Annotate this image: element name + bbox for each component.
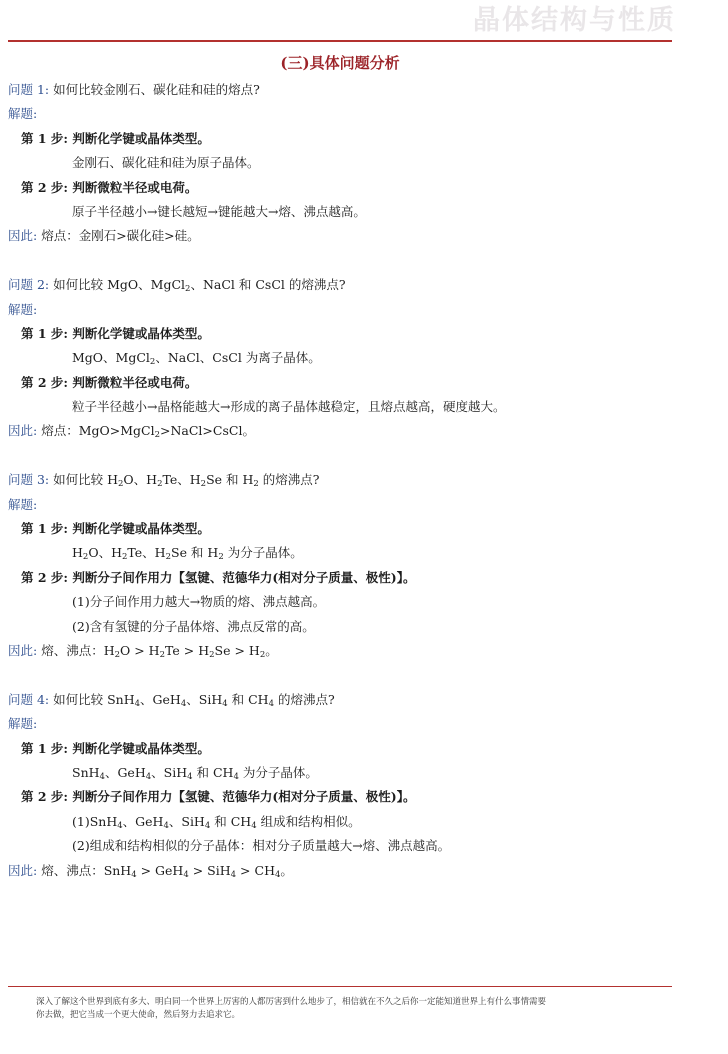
text-segment: 、SiH (186, 691, 223, 707)
question-line (8, 493, 688, 517)
line-label: 因此: (8, 228, 42, 244)
text-segment: 第 2 步: 判断分子间作用力【氢键、范德华力(相对分子质量、极性)】。 (21, 789, 416, 805)
question-line (8, 688, 688, 712)
line-label: 因此: (8, 423, 42, 439)
text-segment: 组成和结构相似。 (256, 813, 361, 829)
text-segment: 如何比较 MgO、MgCl (53, 277, 186, 293)
subscript: 2 (218, 552, 224, 563)
document-body (8, 78, 688, 883)
body-line (8, 615, 688, 639)
text-segment: 第 1 步: 判断化学键或晶体类型。 (21, 740, 210, 756)
text-segment: (1)分子间作用力越大→物质的熔、沸点越高。 (72, 594, 326, 610)
blank-line (8, 444, 688, 468)
step-line (8, 127, 688, 151)
text-segment: 为分子晶体。 (223, 545, 303, 561)
subscript: 4 (131, 869, 137, 880)
subscript: 4 (134, 698, 141, 709)
subscript: 2 (159, 649, 166, 660)
text-segment: 如何比较 SnH (53, 691, 135, 707)
text-segment: 第 2 步: 判断微粒半径或电荷。 (21, 179, 198, 195)
subscript: 4 (187, 771, 193, 782)
text-segment: Se > H (214, 642, 260, 658)
text-segment: 、GeH (140, 691, 181, 707)
subscript: 2 (82, 552, 89, 563)
subscript: 4 (99, 771, 105, 782)
blank-line (8, 249, 688, 273)
text-segment: 、SiH (168, 813, 205, 829)
text-segment: O、H (123, 472, 158, 488)
question-line (8, 468, 688, 492)
text-segment: 熔、沸点：SnH (41, 862, 132, 878)
subscript: 4 (230, 869, 237, 880)
text-segment: Te、H (127, 545, 166, 561)
text-segment: 、NaCl、CsCl 为离子晶体。 (155, 350, 321, 366)
text-segment: > GeH (136, 862, 184, 878)
step-line (8, 371, 688, 395)
subscript: 4 (180, 698, 187, 709)
subscript: 2 (209, 649, 215, 660)
text-segment: 熔点：MgO>MgCl (41, 423, 155, 439)
body-line (8, 200, 688, 224)
subscript: 2 (185, 284, 191, 295)
subscript: 2 (121, 552, 128, 563)
text-segment: 金刚石、碳化硅和硅为原子晶体。 (72, 155, 260, 171)
body-line (8, 151, 688, 175)
footer-divider (8, 986, 672, 987)
subscript: 4 (268, 698, 274, 709)
subscript: 2 (157, 479, 163, 490)
text-segment: 第 1 步: 判断化学键或晶体类型。 (21, 130, 210, 146)
footer-line: 你去做，把它当成一个更大使命，然后努力去追求它。 (36, 1010, 241, 1020)
text-segment: 第 1 步: 判断化学键或晶体类型。 (21, 325, 210, 341)
subscript: 2 (114, 649, 121, 660)
text-segment: 和 CH (192, 764, 234, 780)
step-line (8, 737, 688, 761)
text-segment: O、H (88, 545, 122, 561)
subscript: 2 (165, 552, 171, 563)
text-segment: 、SiH (151, 764, 188, 780)
subscript: 2 (200, 479, 207, 490)
text-segment: 为分子晶体。 (238, 764, 318, 780)
text-segment: SnH (72, 764, 100, 780)
line-label: 因此: (8, 642, 42, 658)
text-segment: > SiH (188, 862, 231, 878)
text-segment: 和 CH (210, 813, 252, 829)
question-line (8, 712, 688, 736)
text-segment: 粒子半径越小→晶格能越大→形成的离子晶体越稳定，且熔点越高，硬度越大。 (72, 399, 506, 415)
text-segment: O > H (120, 642, 160, 658)
body-line (8, 395, 688, 419)
text-segment: MgO、MgCl (72, 350, 150, 366)
text-segment: (1)SnH (72, 813, 118, 829)
text-segment: (2)组成和结构相似的分子晶体：相对分子质量越大→熔、沸点越高。 (72, 838, 451, 854)
question-line (8, 419, 688, 443)
line-label: 解题: (8, 716, 38, 732)
text-segment: 。 (280, 862, 293, 878)
footer-line: 深入了解这个世界到底有多大、明白同一个世界上厉害的人都厉害到什么地步了，相信就在不久之后你一定能知道世界上有什么事情需要 (36, 997, 547, 1007)
subscript: 4 (163, 820, 169, 831)
header-watermark: 晶体结构与性质 (473, 5, 676, 36)
text-segment: (2)含有氢键的分子晶体熔、沸点反常的高。 (72, 618, 315, 634)
text-segment: > CH (236, 862, 275, 878)
question-line (8, 273, 688, 297)
body-line (8, 834, 688, 858)
text-segment: 、GeH (122, 813, 164, 829)
subscript: 2 (259, 649, 266, 660)
question-line (8, 224, 688, 248)
text-segment: 第 1 步: 判断化学键或晶体类型。 (21, 521, 210, 537)
text-segment: Se 和 H (171, 545, 219, 561)
step-line (8, 322, 688, 346)
question-line (8, 78, 688, 102)
subscript: 4 (117, 820, 123, 831)
text-segment: 如何比较金刚石、碳化硅和硅的熔点? (53, 82, 260, 97)
text-segment: >NaCl>CsCl。 (160, 423, 255, 439)
text-segment: 、NaCl 和 CsCl 的熔沸点? (190, 277, 346, 293)
question-line (8, 859, 688, 883)
line-label: 问题 1: (8, 82, 54, 97)
step-line (8, 785, 688, 809)
text-segment: H (72, 545, 83, 561)
line-label: 解题: (8, 106, 38, 122)
subscript: 2 (154, 430, 160, 441)
footer-quote (36, 996, 676, 1022)
text-segment: 熔点：金刚石>碳化硅>硅。 (41, 228, 200, 244)
subscript: 2 (118, 479, 124, 490)
text-segment: Te > H (165, 642, 210, 658)
question-line (8, 298, 688, 322)
blank-line (8, 663, 688, 687)
line-label: 因此: (8, 862, 42, 878)
text-segment: 如何比较 H (53, 472, 118, 488)
subscript: 4 (204, 820, 211, 831)
subscript: 2 (149, 357, 156, 368)
step-line (8, 176, 688, 200)
header-divider (8, 40, 672, 42)
question-line (8, 639, 688, 663)
text-segment: 第 2 步: 判断分子间作用力【氢键、范德华力(相对分子质量、极性)】。 (21, 569, 416, 585)
line-label: 问题 3: (8, 472, 54, 488)
text-segment: 熔、沸点：H (41, 642, 115, 658)
subscript: 4 (145, 771, 152, 782)
question-line (8, 102, 688, 126)
body-line (8, 590, 688, 614)
body-line (8, 346, 688, 370)
subscript: 2 (253, 479, 259, 490)
subscript: 4 (274, 869, 281, 880)
line-label: 问题 4: (8, 691, 54, 707)
line-label: 问题 2: (8, 277, 54, 293)
subscript: 4 (251, 820, 257, 831)
step-line (8, 566, 688, 590)
text-segment: 第 2 步: 判断微粒半径或电荷。 (21, 374, 198, 390)
body-line (8, 541, 688, 565)
body-line (8, 810, 688, 834)
text-segment: Se 和 H (206, 472, 254, 488)
text-segment: 原子半径越小→键长越短→键能越大→熔、沸点越高。 (72, 203, 366, 219)
text-segment: 的熔沸点? (274, 691, 335, 707)
subscript: 4 (233, 771, 239, 782)
subscript: 4 (183, 869, 189, 880)
subscript: 4 (222, 698, 228, 709)
section-title: (三)具体问题分析 (280, 54, 400, 72)
body-line (8, 761, 688, 785)
step-line (8, 517, 688, 541)
line-label: 解题: (8, 496, 38, 512)
line-label: 解题: (8, 301, 38, 317)
text-segment: 。 (265, 642, 278, 658)
text-segment: 的熔沸点? (258, 472, 320, 488)
text-segment: Te、H (162, 472, 201, 488)
text-segment: 、GeH (104, 764, 146, 780)
text-segment: 和 CH (227, 691, 269, 707)
